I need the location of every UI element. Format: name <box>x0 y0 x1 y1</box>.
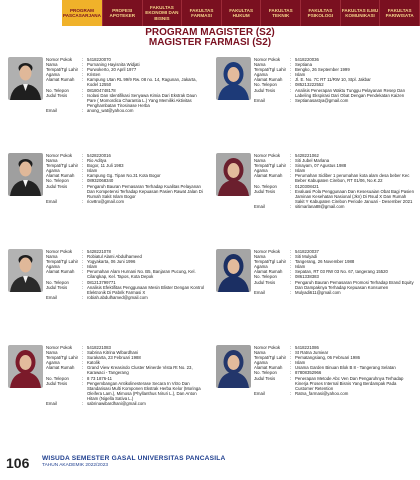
field-colon: : <box>290 375 292 381</box>
field-colon: : <box>82 350 84 356</box>
field-label: Judul Tesis <box>46 92 68 98</box>
field-value: Kampung Gg. Tipan No.31 Kota Bogor <box>87 173 161 179</box>
student-fields <box>46 345 206 406</box>
field-label: Nama <box>254 254 266 260</box>
field-value: Bogor, 11 Juli 1983 <box>87 163 124 169</box>
field-value: Sinayam, 07 Agustus 1988 <box>295 163 347 169</box>
field-value: Purnaning Hayisnita Widjati <box>87 62 140 68</box>
field-value: 081213799771 <box>87 279 116 285</box>
field-value: Purwokerto, 20 April 1977 <box>87 67 137 73</box>
field-label: Nama <box>46 158 58 164</box>
footer-year: TAHUN AKADEMIK 2022/2023 <box>42 463 109 468</box>
field-value: robiah.abdulhamed@gmail.com <box>87 294 148 300</box>
field-label: Nama <box>46 254 58 260</box>
student-fields <box>254 249 414 295</box>
field-label: Agama <box>254 360 268 366</box>
field-colon: : <box>290 62 292 68</box>
field-colon: : <box>290 249 292 254</box>
field-label: Nomor Pokok <box>254 345 281 350</box>
field-label: Tempat/Tgl Lahir <box>254 163 287 169</box>
page-footer <box>0 449 420 480</box>
field-colon: : <box>82 284 84 290</box>
field-label: Alamat Rumah <box>46 365 75 371</box>
field-colon: : <box>82 360 84 366</box>
field-value: Sepatan, RT 03 RW 03 No. 67, tangerang 15520 <box>295 269 388 275</box>
field-row-judul <box>254 88 414 98</box>
field-value: Islam <box>295 168 306 174</box>
field-colon: : <box>290 97 292 103</box>
field-colon: : <box>290 279 292 285</box>
field-value: Perumahan Alam Hurnani No. B5, Banjaran Pucung, Kel. Cilangkap, Kel. Tapos, Kota Depok <box>87 269 196 280</box>
student-card <box>216 249 414 345</box>
field-value: Islam <box>295 72 306 78</box>
field-colon: : <box>82 163 84 169</box>
field-label: Judul Tesis <box>46 183 68 189</box>
field-value: Katolik <box>87 360 100 366</box>
field-value: sitimarlana88@gmail.com <box>295 203 345 209</box>
page-number: 106 <box>6 455 30 471</box>
field-colon: : <box>82 401 84 407</box>
field-colon: : <box>290 289 292 295</box>
field-colon: : <box>82 72 84 78</box>
field-value: 5428221062 <box>295 153 319 158</box>
field-colon: : <box>82 375 84 381</box>
field-row-alamat <box>46 77 206 87</box>
field-value: 085213222552 <box>295 82 324 88</box>
field-value: Isolasi Dan Identifikasi Senyawa Kimia Dari Ekstrak Daun Pare ( Momordica Charantia L.) Yang Memiliki Aktivitas Penghambatan Tirosinase Herba <box>87 92 197 108</box>
field-colon: : <box>290 82 292 88</box>
field-label: Tempat/Tgl Lahir <box>46 67 79 73</box>
field-value: St Ratna Jumiear <box>295 350 329 356</box>
field-value: Bengko, 26 September 1999 <box>295 67 350 73</box>
field-value: Siti Mulyadi <box>295 254 317 260</box>
field-colon: : <box>82 77 84 83</box>
field-colon: : <box>290 188 292 194</box>
student-photo <box>216 345 251 388</box>
field-colon: : <box>290 264 292 270</box>
field-colon: : <box>290 365 292 371</box>
field-value: Pengaruh Bauran Pemasaran Promosi Terhadap Brand Equity Dan Dampaknya Terhadap Kepuasan Konsumen <box>295 279 414 290</box>
student-photo <box>216 57 251 100</box>
student-fields <box>46 57 206 113</box>
field-row-email <box>254 204 414 209</box>
field-value: Islam <box>295 264 306 270</box>
field-label: Judul Tesis <box>46 380 68 386</box>
field-label: Nama <box>46 350 58 356</box>
field-row-email <box>254 290 414 295</box>
field-label: Nomor Pokok <box>254 57 281 62</box>
field-row-judul <box>254 280 414 290</box>
field-row-judul <box>46 93 206 108</box>
field-value: Penerapan Metode Abc Ven Dan Pengaruhnya Terhadap Kinerja Proses Internal Bisnis Yang Berdampak Pada Customer Retention <box>295 375 404 391</box>
field-label: No. Telepon <box>254 370 277 376</box>
nav-tab-0[interactable]: PROGRAM PASCASARJANA <box>62 0 103 26</box>
field-label: No. Telepon <box>254 183 277 189</box>
field-colon: : <box>82 67 84 73</box>
field-label: Nomor Pokok <box>46 153 73 158</box>
student-card <box>8 249 206 345</box>
field-colon: : <box>82 158 84 164</box>
nav-tab-5[interactable]: FAKULTAS TEKNIK <box>261 0 301 26</box>
field-row-alamat <box>254 173 414 183</box>
field-label: Email <box>254 390 265 396</box>
field-label: No. Telepon <box>46 87 69 93</box>
field-row-email <box>46 401 206 406</box>
field-label: Alamat Rumah <box>254 365 283 371</box>
field-value: Tangerang, 26 November 1988 <box>295 259 355 265</box>
field-value: Pengaruh Bauran Pemasaran Terhadap Kualitas Pelayanan Dan Kompetensi Terhadap Kepuasan Pasien Rawat Jalan Di Rumah Sakit Islam Bogor <box>87 183 203 199</box>
student-photo <box>8 153 43 196</box>
field-label: Agama <box>46 360 60 366</box>
student-card <box>216 57 414 153</box>
field-colon: : <box>290 87 292 93</box>
field-colon: : <box>82 107 84 113</box>
field-value: Analisis Penerapan Waktu Tunggu Pelayanan Resep Dan Labeling Ekspirasi Dari Obat Dengan Pendekatan Kaizen <box>295 87 405 98</box>
nav-tab-1[interactable]: PROFESI APOTEKER <box>103 0 143 26</box>
field-label: Judul Tesis <box>254 87 276 93</box>
student-fields <box>46 249 206 300</box>
field-value: Mulyadi611@gmail.com <box>295 289 341 295</box>
field-label: No. Telepon <box>46 279 69 285</box>
field-value: 5418220036 <box>295 57 319 62</box>
nav-tab-2[interactable]: FAKULTAS EKONOMI DAN BISNIS <box>143 0 183 26</box>
field-label: Agama <box>254 72 268 78</box>
field-value: Siti Jubel Marlana <box>295 158 330 164</box>
field-label: Email <box>46 107 57 113</box>
field-value: 08932068340 <box>87 178 114 184</box>
field-colon: : <box>290 77 292 83</box>
field-row-judul <box>254 189 414 204</box>
field-row-email <box>46 199 206 204</box>
field-colon: : <box>290 390 292 396</box>
field-colon: : <box>82 345 84 350</box>
field-label: Nomor Pokok <box>46 57 73 62</box>
field-label: Agama <box>46 264 60 270</box>
student-card <box>216 153 414 249</box>
student-fields <box>254 57 414 103</box>
field-label: Nama <box>254 158 266 164</box>
field-label: Nama <box>254 62 266 68</box>
field-colon: : <box>82 294 84 300</box>
field-value: 5418221083 <box>87 345 111 350</box>
field-colon: : <box>82 62 84 68</box>
page-subtitle: MAGISTER FARMASI (S2) <box>148 37 272 48</box>
field-value: Pematangsiang, 06 Februari 1986 <box>295 355 360 361</box>
field-label: Nomor Pokok <box>254 153 281 158</box>
field-value: Sabrina Kitrina Wibardhani <box>87 350 139 356</box>
field-value: 081804748178 <box>87 87 116 93</box>
field-colon: : <box>82 259 84 265</box>
field-value: 0861338383 <box>295 274 319 280</box>
field-colon: : <box>290 153 292 158</box>
field-row-judul <box>46 285 206 295</box>
field-label: Alamat Rumah <box>254 173 283 179</box>
field-label: No. Telepon <box>254 82 277 88</box>
field-label: Agama <box>46 72 60 78</box>
field-label: Email <box>46 198 57 204</box>
student-card <box>8 345 206 441</box>
nav-tab-6[interactable]: FAKULTAS PSIKOLOGI <box>301 0 341 26</box>
field-colon: : <box>290 274 292 280</box>
field-label: Tempat/Tgl Lahir <box>46 163 79 169</box>
student-photo <box>8 249 43 292</box>
nav-tab-4[interactable]: FAKULTAS HUKUM <box>222 0 262 26</box>
field-value: sabrinawibardhani@gmail.com <box>87 401 146 407</box>
field-label: Email <box>254 289 265 295</box>
field-label: Judul Tesis <box>254 279 276 285</box>
field-value: Surakarta, 23 Februari 1988 <box>87 355 141 361</box>
field-value: Ratna_farmasi@yahoo.com <box>295 390 349 396</box>
field-value: 5428221078 <box>87 249 111 254</box>
student-fields <box>254 153 414 209</box>
field-colon: : <box>290 72 292 78</box>
field-row-email <box>254 391 414 396</box>
field-colon: : <box>82 92 84 98</box>
field-colon: : <box>290 370 292 376</box>
field-value: 8 73 1876-11 <box>87 375 113 381</box>
field-colon: : <box>82 269 84 275</box>
field-row-email <box>254 98 414 103</box>
nav-tab-3[interactable]: FAKULTAS FARMASI <box>182 0 222 26</box>
student-photo <box>216 153 251 196</box>
field-colon: : <box>290 350 292 356</box>
field-value: 5418220070 <box>87 57 111 62</box>
field-label: Alamat Rumah <box>46 77 75 83</box>
field-label: Nomor Pokok <box>46 249 73 254</box>
student-fields <box>254 345 414 396</box>
field-label: Alamat Rumah <box>46 269 75 275</box>
field-label: Judul Tesis <box>254 375 276 381</box>
field-label: Nama <box>46 62 58 68</box>
field-colon: : <box>82 198 84 204</box>
field-colon: : <box>82 254 84 260</box>
field-label: Tempat/Tgl Lahir <box>46 259 79 265</box>
field-label: No. Telepon <box>46 178 69 184</box>
field-label: Alamat Rumah <box>254 269 283 275</box>
field-row-email <box>46 295 206 300</box>
field-colon: : <box>82 264 84 270</box>
field-colon: : <box>82 249 84 254</box>
field-label: Email <box>254 203 265 209</box>
field-colon: : <box>82 153 84 158</box>
field-colon: : <box>82 87 84 93</box>
field-colon: : <box>82 365 84 371</box>
field-value: Islam <box>87 168 98 174</box>
field-colon: : <box>290 355 292 361</box>
student-card <box>8 153 206 249</box>
field-value: 5428220016 <box>87 153 111 158</box>
field-label: Nomor Pokok <box>46 345 73 350</box>
field-value: 0120308421 <box>295 183 319 189</box>
field-colon: : <box>290 173 292 179</box>
field-colon: : <box>82 178 84 184</box>
student-photo <box>8 345 43 388</box>
footer-title: WISUDA SEMESTER GASAL UNIVERSITAS PANCASILA <box>42 455 226 462</box>
field-colon: : <box>290 360 292 366</box>
field-value: Rio Aditya <box>87 158 107 164</box>
field-label: Agama <box>46 168 60 174</box>
field-colon: : <box>290 269 292 275</box>
field-row-email <box>46 108 206 113</box>
field-value: 87808352966 <box>295 370 322 376</box>
field-label: Nama <box>254 350 266 356</box>
field-value: Usama Garden Binuan Blok B 8 - Tangerang Selatan <box>295 365 396 371</box>
field-value: Jl. E. No. 7C RT 11/RW 10, Stpl. Jakbar <box>295 77 371 83</box>
field-label: Tempat/Tgl Lahir <box>254 259 287 265</box>
field-label: No. Telepon <box>254 274 277 280</box>
field-colon: : <box>290 345 292 350</box>
field-label: Email <box>254 97 265 103</box>
page-title: PROGRAM MAGISTER (S2) <box>145 27 275 38</box>
field-colon: : <box>290 163 292 169</box>
field-colon: : <box>82 183 84 189</box>
nav-tab-8[interactable]: FAKULTAS PARIWISATA <box>380 0 420 26</box>
field-row-judul <box>254 376 414 391</box>
field-label: Tempat/Tgl Lahir <box>254 67 287 73</box>
field-colon: : <box>290 203 292 209</box>
field-colon: : <box>290 259 292 265</box>
field-label: Judul Tesis <box>46 284 68 290</box>
field-value: Robiatul Alami Abdulhameed <box>87 254 142 260</box>
student-card <box>8 57 206 153</box>
field-value: Yogyakarta, 06 Juni 1996 <box>87 259 136 265</box>
field-row-alamat <box>46 269 206 279</box>
student-photo <box>8 57 43 100</box>
field-colon: : <box>82 279 84 285</box>
field-colon: : <box>82 168 84 174</box>
field-value: Septianasastya@gmail.com <box>295 97 349 103</box>
field-label: Alamat Rumah <box>46 173 75 179</box>
faculty-nav <box>62 0 420 26</box>
field-value: Grand View Kreasindo Cluster Minerde Vista Rt No. 23, Karawaci - Tangerang <box>87 365 193 376</box>
field-colon: : <box>82 380 84 386</box>
field-value: riov8ro@gmail.com <box>87 198 125 204</box>
field-value: 5418221086 <box>295 345 319 350</box>
field-label: Tempat/Tgl Lahir <box>254 355 287 361</box>
field-label: Alamat Rumah <box>254 77 283 83</box>
field-label: No. Telepon <box>46 375 69 381</box>
field-colon: : <box>290 57 292 62</box>
field-row-judul <box>46 184 206 199</box>
field-label: Email <box>46 294 57 300</box>
field-value: Islam <box>295 360 306 366</box>
field-value: Evaluasi Pola Penggunaan Dan Kesesuaian Obat Bagi Pasien Jaminan Kesehatan Nasional (Jkn) Di Rsud X Dan Rumah Sakit Y Kabupaten Cirebon Periode Januari - Desember 2021 <box>295 188 414 204</box>
field-row-alamat <box>46 365 206 375</box>
field-colon: : <box>290 168 292 174</box>
field-value: Analisis Efektifitas Penggunaan Mesin Blister Dengan Kontrol Elektronik Di Pabrik Farmasi X <box>87 284 205 295</box>
field-value: anong_wat@yahoo.com <box>87 107 134 113</box>
student-card <box>216 345 414 441</box>
field-value: Kampung Utan RL 99/9 Rw. 08 no. 14, Ragunan, Jakarta, Kodel 12550 <box>87 77 197 88</box>
field-value: Perumahan Sidiber 1 perumahan kota alam desa beber Kec Beber Kabupaten Cirebon, RT 01/06, No.K.22 <box>295 173 410 184</box>
field-label: Nomor Pokok <box>254 249 281 254</box>
field-label: Tempat/Tgl Lahir <box>46 355 79 361</box>
field-colon: : <box>82 355 84 361</box>
field-value: Kristen <box>87 72 101 78</box>
nav-tab-7[interactable]: FAKULTAS ILMU KOMUNIKASI <box>341 0 381 26</box>
field-colon: : <box>290 183 292 189</box>
field-colon: : <box>82 173 84 179</box>
field-colon: : <box>82 57 84 62</box>
field-row-judul <box>46 381 206 401</box>
student-photo <box>216 249 251 292</box>
field-colon: : <box>290 67 292 73</box>
field-value: 5418220037 <box>295 249 319 254</box>
field-label: Email <box>46 401 57 407</box>
field-value: Pengembangan Antikolinesterase Secara In Vitro Dan Standarisasi Multi Komponen Ekstrak Herba Kelor (Moringa Oleifera Lam.), Mimosa (Phyllanthus Niruri L.), Dan Anton Hitam (Nigella Sativa L.) <box>87 380 201 401</box>
field-value: Islam <box>87 264 98 270</box>
student-fields <box>46 153 206 204</box>
field-colon: : <box>290 158 292 164</box>
field-label: Agama <box>254 168 268 174</box>
field-value: Septiana <box>295 62 312 68</box>
field-colon: : <box>290 254 292 260</box>
field-label: Judul Tesis <box>254 188 276 194</box>
field-label: Agama <box>254 264 268 270</box>
